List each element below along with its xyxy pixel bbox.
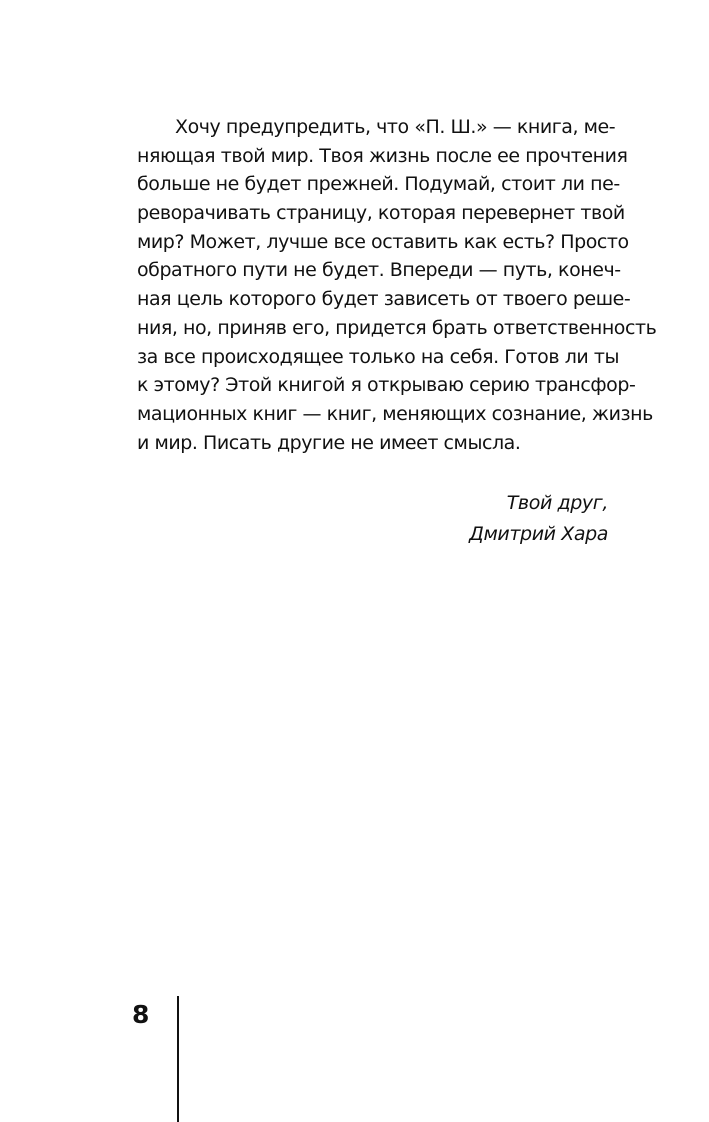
paragraph-line: Хочу предупредить, что «П. Ш.» — книга, ме- [175,116,616,138]
paragraph-line: ния, но, приняв его, придется брать ответственность [137,316,657,339]
paragraph-line: реворачивать страницу, которая перевернет твой [137,202,625,225]
paragraph-line: больше не будет прежней. Подумай, стоит ли пе- [137,173,620,196]
page-number: 8 [132,1000,150,1029]
paragraph-line: мир? Может, лучше все оставить как есть? Просто [137,230,629,253]
paragraph-line: няющая твой мир. Твоя жизнь после ее прочтения [137,144,628,167]
paragraph-line: за все происходящее только на себя. Готов ли ты [137,345,620,368]
paragraph-line: ная цель которого будет зависеть от твоего реше- [137,288,631,311]
paragraph-line: обратного пути не будет. Впереди — путь, конеч- [137,259,621,282]
signature-block [469,488,608,550]
body-paragraph [137,113,657,457]
signature-author: Дмитрий Хара [469,523,608,545]
margin-rule [177,996,179,1122]
paragraph-line: и мир. Писать другие не имеет смысла. [137,431,521,454]
paragraph-line: к этому? Этой книгой я открываю серию трансфор- [137,374,636,397]
paragraph-line: мационных книг — книг, меняющих сознание, жизнь [137,402,653,425]
signature-closing: Твой друг, [506,492,608,514]
